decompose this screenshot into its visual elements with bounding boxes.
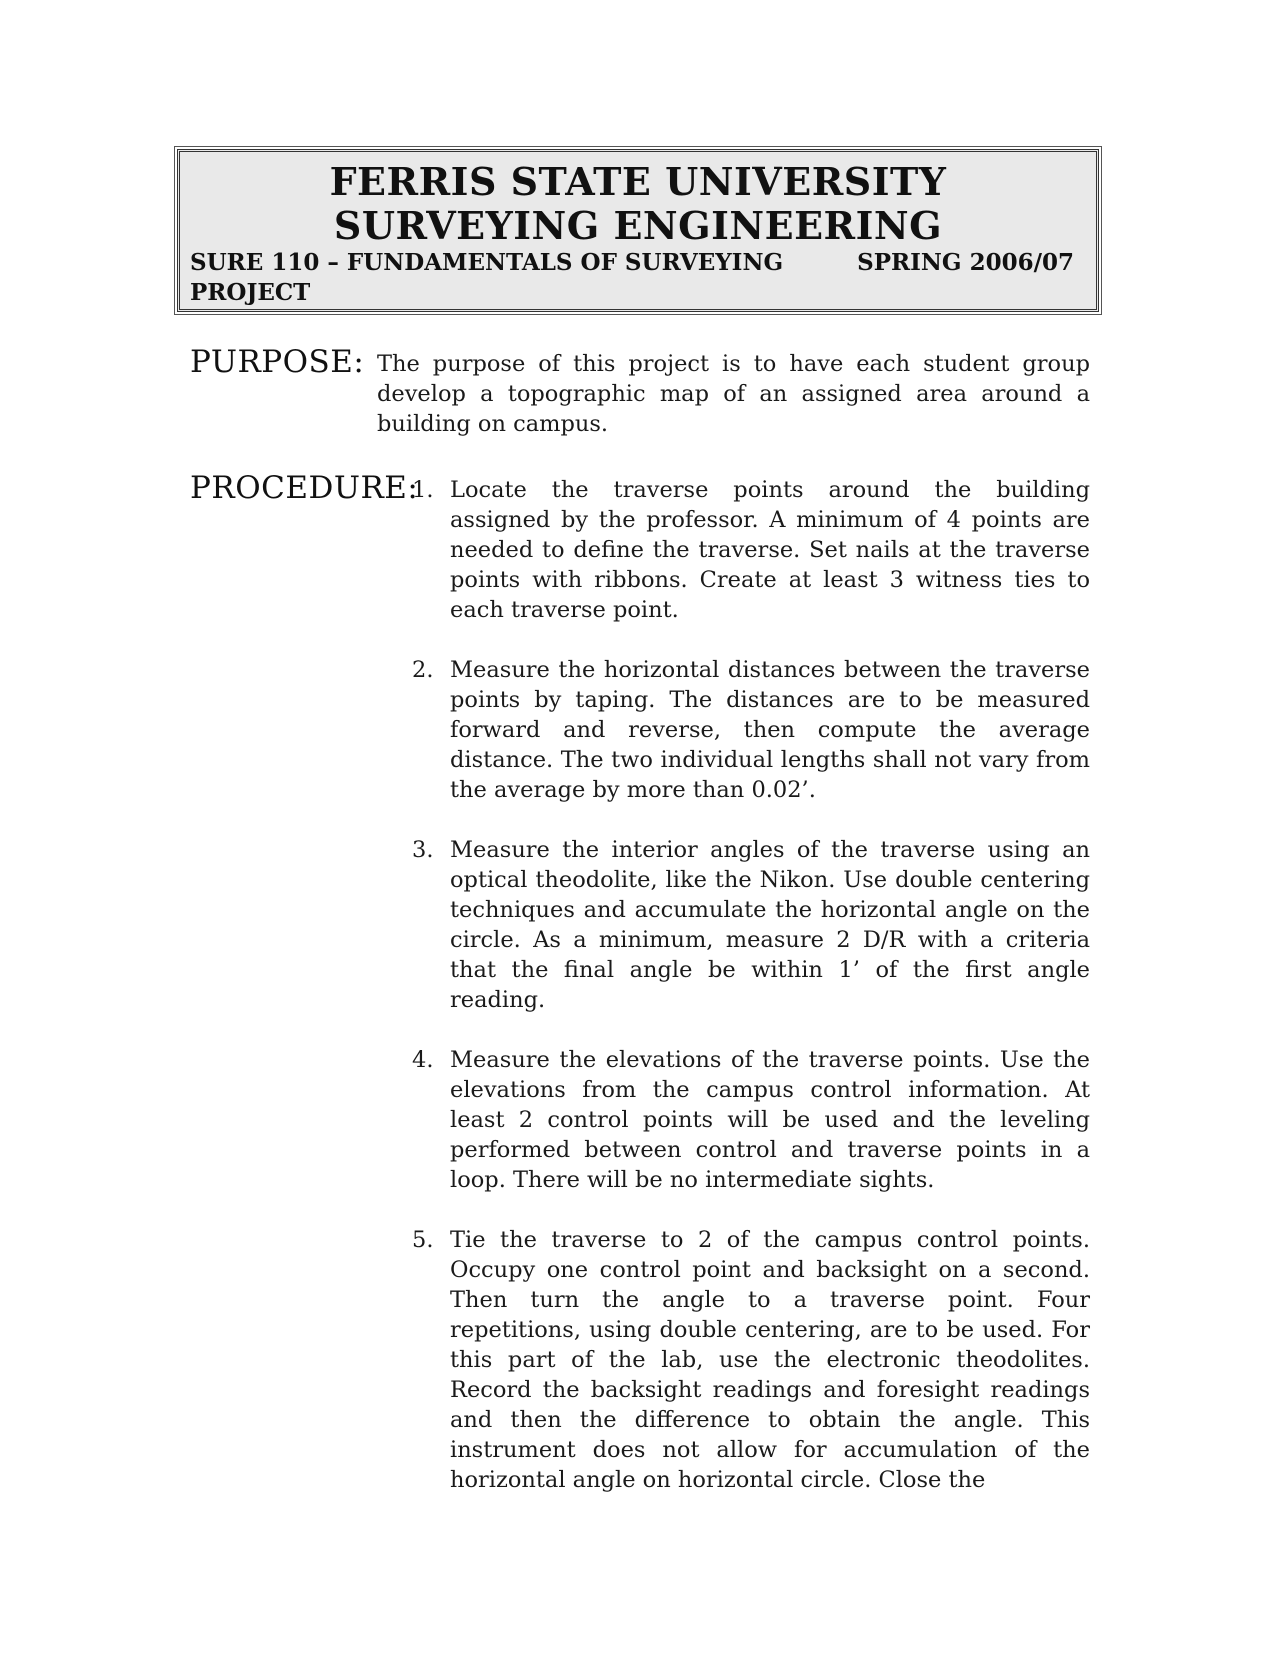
procedure-step-4	[410, 1045, 1090, 1195]
document-type: PROJECT	[190, 279, 311, 306]
step-text: Measure the elevations of the traverse points. Use the elevations from the campus control information. At least 2 control points will be used and the leveling performed between control and traverse points in a loop. There will be no intermediate sights.	[450, 1047, 1090, 1193]
purpose-heading: PURPOSE:	[190, 344, 365, 380]
procedure-step-5	[410, 1225, 1090, 1495]
university-title: FERRIS STATE UNIVERSITY	[329, 159, 947, 204]
step-number: 3.	[412, 837, 434, 863]
term-label: SPRING 2006/07	[857, 249, 1074, 276]
step-text: Measure the horizontal distances between the traverse points by taping. The distances are to be measured forward and reverse, then compute the average distance. The two individual lengths shall not vary from the average by more than 0.02’.	[450, 657, 1090, 803]
step-number: 1.	[412, 477, 434, 503]
step-number: 4.	[412, 1047, 434, 1073]
step-text: Locate the traverse points around the building assigned by the professor. A minimum of 4 points are needed to define the traverse. Set nails at the traverse points with ribbons. Create at least 3 witness ties to each traverse point.	[450, 477, 1090, 623]
purpose-text: The purpose of this project is to have each student group develop a topographic map of an assigned area around a building on campus.	[377, 351, 1090, 437]
procedure-step-3	[410, 835, 1090, 1015]
step-number: 2.	[412, 657, 434, 683]
procedure-step-2	[410, 655, 1090, 805]
step-text: Measure the interior angles of the traverse using an optical theodolite, like the Nikon. Use double centering techniques and accumulate the horizontal angle on the circle. As a minimum, measure 2 D/R with a criteria that the final angle be within 1’ of the first angle reading.	[450, 837, 1090, 1013]
department-title: SURVEYING ENGINEERING	[333, 203, 943, 248]
step-text: Tie the traverse to 2 of the campus control points. Occupy one control point and backsight on a second. Then turn the angle to a traverse point. Four repetitions, using double centering, are to be used. For this part of the lab, use the electronic theodolites. Record the backsight readings and foresight readings and then the difference to obtain the angle. This instrument does not allow for accumulation of the horizontal angle on horizontal circle. Close the	[450, 1227, 1090, 1493]
procedure-list	[410, 475, 1090, 1525]
course-title: SURE 110 – FUNDAMENTALS OF SURVEYING	[190, 249, 784, 276]
step-number: 5.	[412, 1227, 434, 1253]
document-header	[177, 149, 1099, 312]
procedure-heading: PROCEDURE:	[190, 470, 419, 506]
procedure-step-1	[410, 475, 1090, 625]
course-row	[190, 248, 1074, 278]
